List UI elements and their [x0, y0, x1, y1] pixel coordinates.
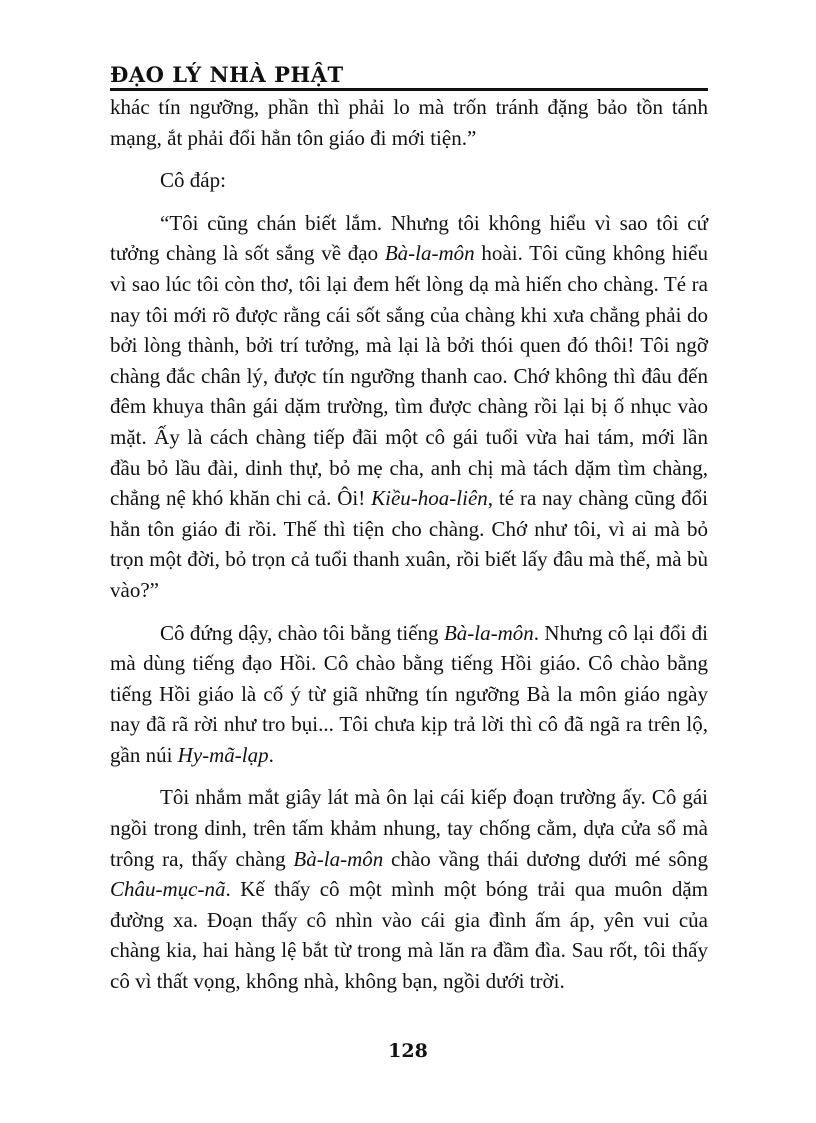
paragraph-text: khác tín ngưỡng, phần thì phải lo mà trốn tránh đặng bảo tồn tánh mạng, ắt phải đổi hẳn tôn giáo đi mới tiện.”: [110, 95, 708, 150]
paragraph-farewell: [110, 618, 708, 771]
italic-term: Bà-la-môn: [384, 241, 475, 266]
paragraph-text: Cô đứng dậy, chào tôi bằng tiếng: [160, 620, 444, 645]
italic-term: Kiều-hoa-liên: [371, 486, 488, 511]
paragraph-text: . Kế thấy cô một mình một bóng trải qua muôn dặm đường xa. Đoạn thấy cô nhìn vào cái gia đình ấm áp, yên vui của chàng kia, hai hàng lệ bắt từ trong mà lăn ra đầm đìa. Sau rốt, tôi thấy cô vì thất vọng, không nhà, không bạn, ngồi dưới trời.: [110, 877, 708, 994]
paragraph-text: Tôi nhắm mắt giây lát mà ôn lại cái kiếp đoạn trường ấy. Cô gái ngồi trong dinh, trên tấm khảm nhung, tay chống cằm, dựa cửa sổ mà trông ra, thấy chàng: [110, 785, 708, 871]
header-rule: [110, 88, 708, 91]
paragraph-text: “Tôi cũng chán biết lắm. Nhưng tôi không hiểu vì sao tôi cứ tưởng chàng là sốt sắng về đạo: [110, 210, 708, 266]
page-number: 128: [388, 1040, 428, 1062]
paragraph-text: hoài. Tôi cũng không hiểu vì sao lúc tôi còn thơ, tôi lại đem hết lòng dạ mà hiến cho chàng. Té ra nay tôi mới rõ được rằng cái sốt sắng của chàng khi xưa chẳng phải do bởi lòng thành, bởi trí tưởng, mà lại là bởi thói quen đó thôi! Tôi ngỡ chàng đắc chân lý, được tín ngưỡng thanh cao. Chớ không thì đâu đến đêm khuya thân gái dặm trường, tìm được chàng rồi lại bị ố nhục vào mặt. Ấy là cách chàng tiếp đãi một cô gái tuổi vừa hai tám, mới lần đầu bỏ lầu đài, dinh thự, bỏ mẹ cha, anh chị mà tách dặm tìm chàng, chẳng nệ khó khăn chi cả. Ôi!: [110, 241, 708, 511]
italic-term: Châu-mục-nã: [110, 877, 226, 902]
paragraph-text: Cô đáp:: [160, 168, 226, 193]
paragraph-continuation: [110, 92, 708, 153]
italic-term: Bà-la-môn: [443, 620, 534, 645]
italic-term: Bà-la-môn: [293, 846, 384, 871]
running-title: ĐẠO LÝ NHÀ PHẬT: [110, 62, 344, 87]
body-text: [110, 92, 708, 997]
italic-term: Hy-mã-lạp: [177, 742, 269, 767]
paragraph-co-dap: [110, 165, 708, 196]
paragraph-text: chào vầng thái dương dưới mé sông: [383, 846, 708, 871]
paragraph-reflection: [110, 782, 708, 996]
paragraph-text: .: [268, 742, 274, 767]
paragraph-quote: [110, 208, 708, 606]
paragraph-text: , té ra nay chàng cũng đổi hẳn tôn giáo đi rồi. Thế thì tiện cho chàng. Chớ như tôi, vì ai mà bỏ trọn một đời, bỏ trọn cả tuổi thanh xuân, rồi biết lấy đâu mà thế, mà bù vào?”: [110, 486, 708, 602]
paragraph-text: . Nhưng cô lại đổi đi mà dùng tiếng đạo Hồi. Cô chào bằng tiếng Hồi giáo. Cô chào bằng tiếng Hồi giáo là cố ý từ giã những tín ngưỡng Bà la môn giáo ngày nay đã rã rời như tro bụi... Tôi chưa kịp trả lời thì cô đã ngã ra trên lộ, gần núi: [110, 620, 709, 767]
